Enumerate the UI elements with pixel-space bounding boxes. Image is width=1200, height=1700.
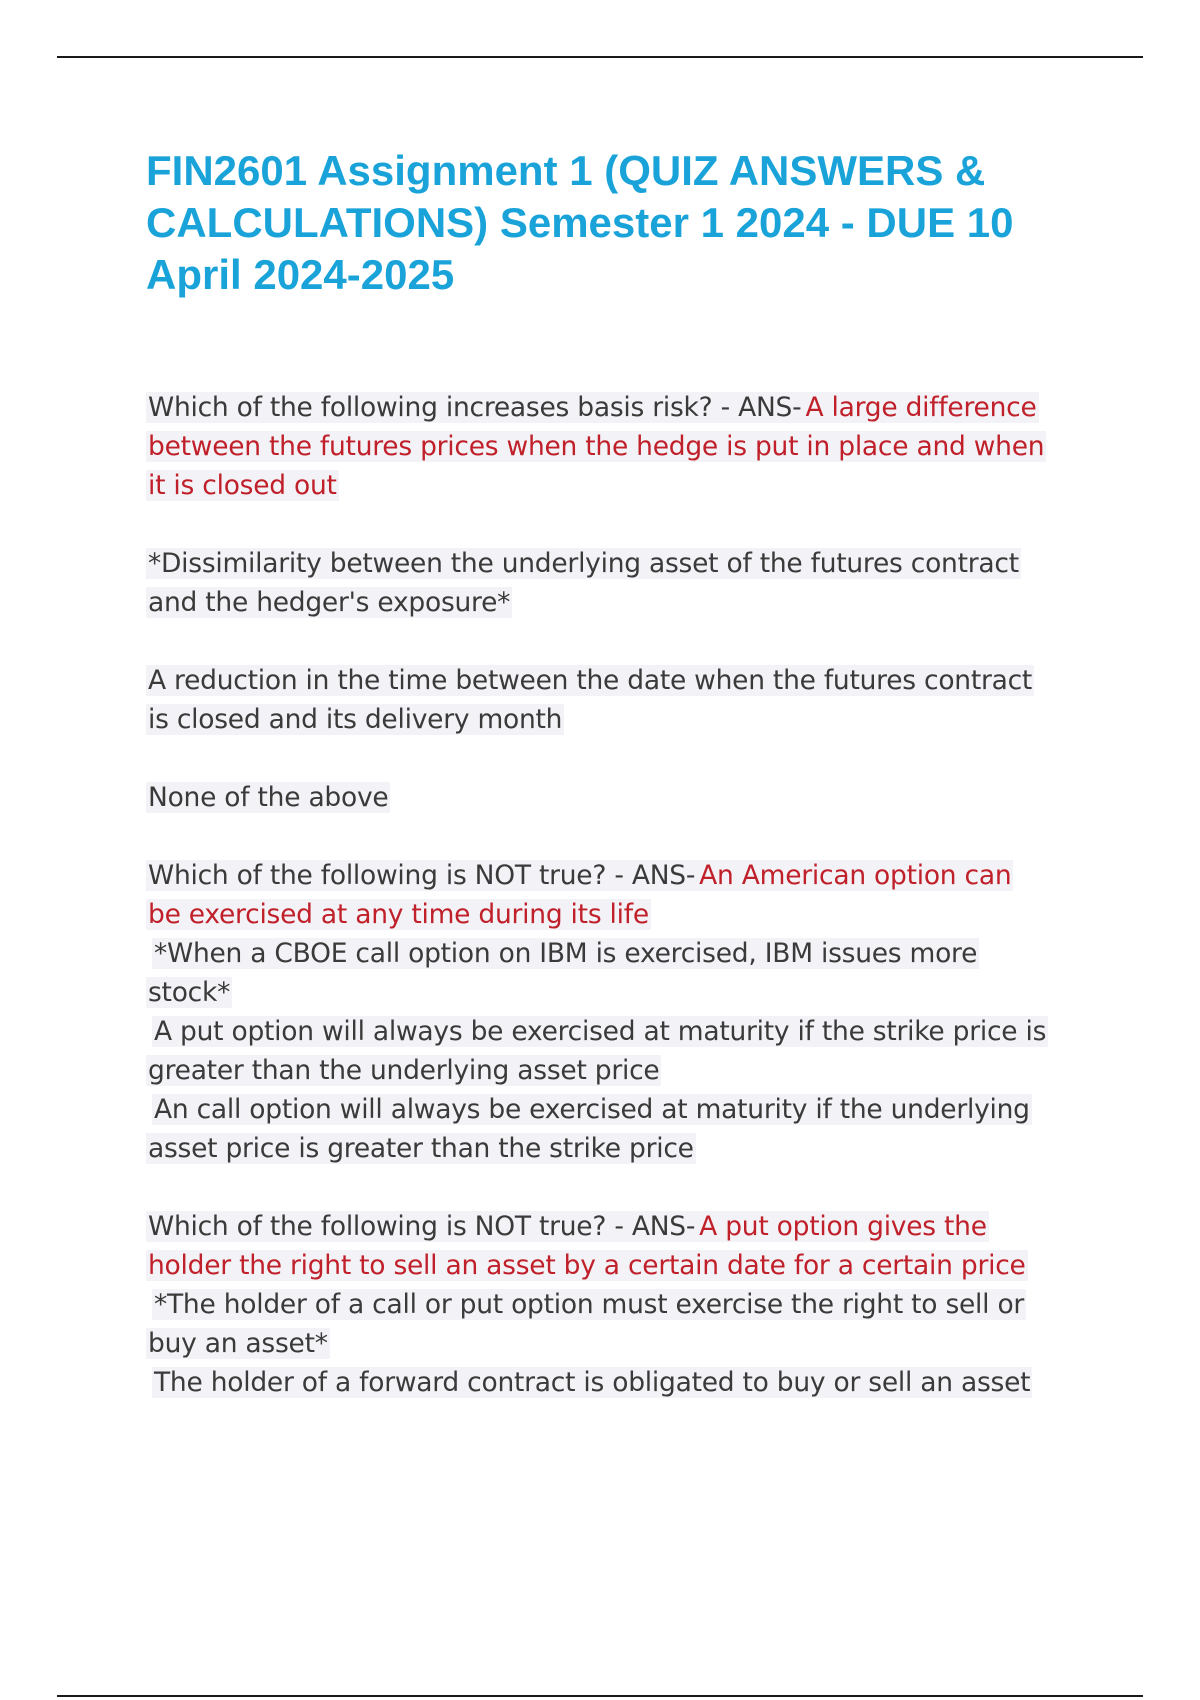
option-line xyxy=(146,1363,1096,1402)
answer-line xyxy=(146,895,1096,934)
option-line xyxy=(146,1285,1096,1324)
option-text: None of the above xyxy=(148,782,389,813)
question-text: Which of the following is NOT true? - ANS- xyxy=(148,1211,696,1242)
question-line xyxy=(146,388,1096,427)
option-line xyxy=(146,778,1096,817)
option-line xyxy=(146,700,1096,739)
title-line: FIN2601 Assignment 1 (QUIZ ANSWERS & xyxy=(146,147,986,194)
option-line xyxy=(146,1012,1096,1051)
option-text: greater than the underlying asset price xyxy=(148,1055,660,1086)
document-body xyxy=(146,388,1096,1441)
option-text: stock* xyxy=(148,977,231,1008)
title-line: CALCULATIONS) Semester 1 2024 - DUE 10 xyxy=(146,199,1014,246)
option-line xyxy=(146,1324,1096,1363)
option-text: is closed and its delivery month xyxy=(148,704,563,735)
option-text: buy an asset* xyxy=(148,1328,328,1359)
answer-text: An American option can xyxy=(699,860,1012,891)
answer-text: be exercised at any time during its life xyxy=(148,899,649,930)
question-text: Which of the following increases basis risk? - ANS- xyxy=(148,392,802,423)
option-line xyxy=(146,544,1096,583)
document-title xyxy=(146,145,1106,301)
option-line xyxy=(146,973,1096,1012)
answer-text: A put option gives the xyxy=(699,1211,987,1242)
option-text: *When a CBOE call option on IBM is exercised, IBM issues more xyxy=(154,938,978,969)
option-text: The holder of a forward contract is obligated to buy or sell an asset xyxy=(154,1367,1031,1398)
option-text: *Dissimilarity between the underlying asset of the futures contract xyxy=(148,548,1019,579)
option-text: *The holder of a call or put option must exercise the right to sell or xyxy=(154,1289,1025,1320)
question-2-block xyxy=(146,856,1096,1168)
bottom-rule xyxy=(57,1695,1143,1697)
question-1-block xyxy=(146,388,1096,505)
answer-text: A large difference xyxy=(805,392,1037,423)
option-line xyxy=(146,1129,1096,1168)
top-rule xyxy=(57,56,1143,58)
option-text: asset price is greater than the strike price xyxy=(148,1133,694,1164)
option-text: A put option will always be exercised at maturity if the strike price is xyxy=(154,1016,1047,1047)
answer-text: between the futures prices when the hedge is put in place and when xyxy=(148,431,1045,462)
answer-line xyxy=(146,1246,1096,1285)
option-line xyxy=(146,1090,1096,1129)
option-text: and the hedger's exposure* xyxy=(148,587,511,618)
answer-text: it is closed out xyxy=(148,470,337,501)
option-line xyxy=(146,934,1096,973)
option-text: An call option will always be exercised at maturity if the underlying xyxy=(154,1094,1030,1125)
question-3-block xyxy=(146,1207,1096,1402)
option-line xyxy=(146,583,1096,622)
option-block xyxy=(146,544,1096,622)
option-line xyxy=(146,1051,1096,1090)
answer-text: holder the right to sell an asset by a certain date for a certain price xyxy=(148,1250,1026,1281)
option-line xyxy=(146,661,1096,700)
question-text: Which of the following is NOT true? - ANS- xyxy=(148,860,696,891)
option-text: A reduction in the time between the date when the futures contract xyxy=(148,665,1033,696)
title-line: April 2024-2025 xyxy=(146,251,455,298)
option-block xyxy=(146,661,1096,739)
question-line xyxy=(146,856,1096,895)
question-line xyxy=(146,1207,1096,1246)
option-block xyxy=(146,778,1096,817)
answer-line xyxy=(146,427,1096,466)
answer-line xyxy=(146,466,1096,505)
